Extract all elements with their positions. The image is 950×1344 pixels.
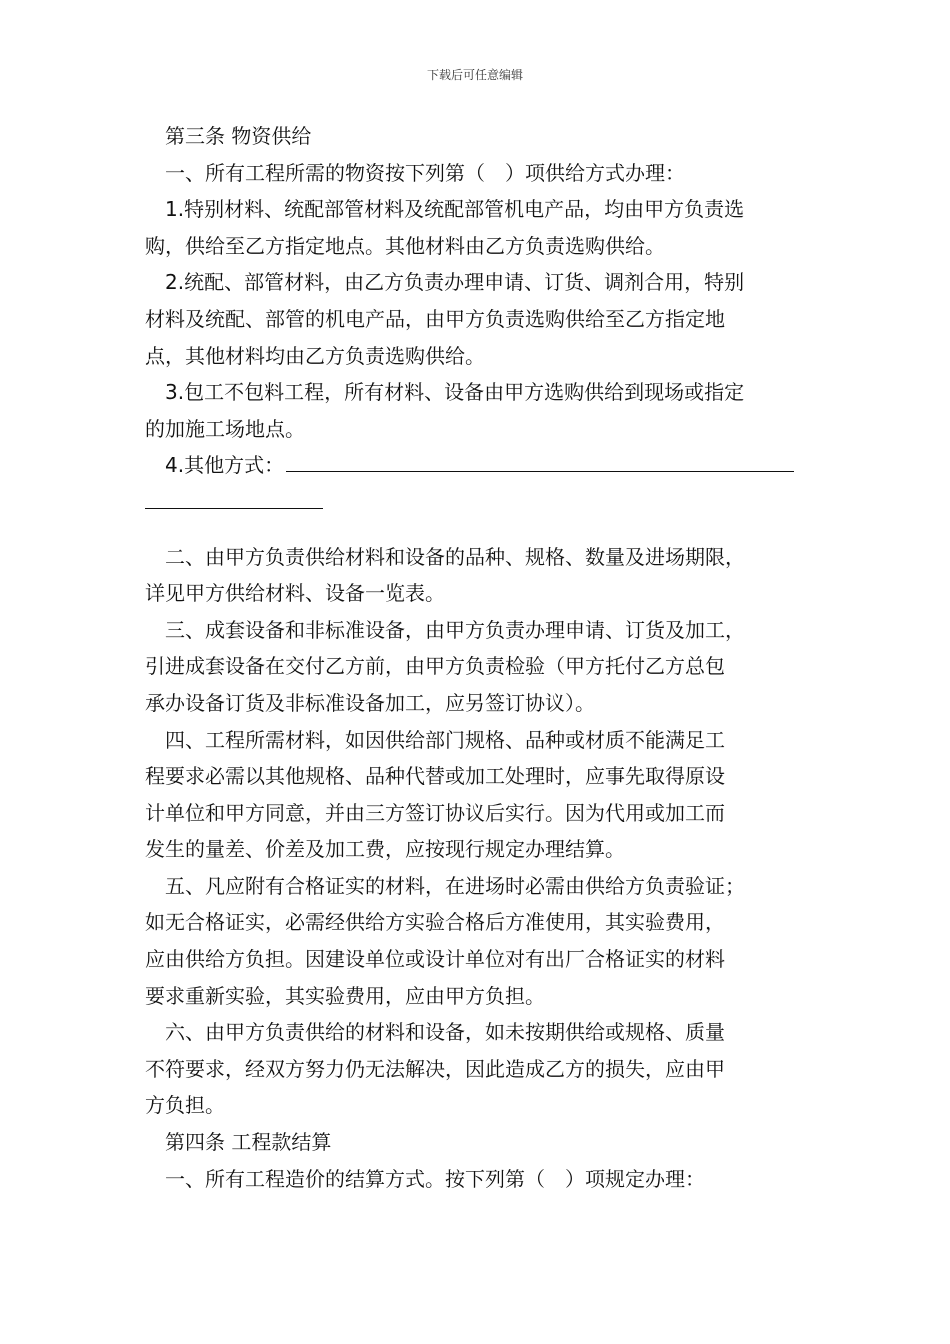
article-3-line: 点，其他材料均由乙方负责选购供给。 [145, 343, 485, 368]
article-3-line: 一、所有工程所需的物资按下列第（ ）项供给方式办理： [165, 160, 685, 185]
article-3-line: 方负担。 [145, 1093, 225, 1118]
article-3-line: 承办设备订货及非标准设备加工，应另签订协议）。 [145, 690, 595, 715]
article-3-line: 1.特别材料、统配部管材料及统配部管机电产品，均由甲方负责选 [165, 197, 745, 222]
article-3-line: 六、由甲方负责供给的材料和设备，如未按期供给或规格、质量 [165, 1020, 725, 1045]
header-note: 下载后可任意编辑 [426, 68, 523, 82]
article-3-line: 2.统配、部管材料，由乙方负责办理申请、订货、调剂合用，特别 [165, 270, 745, 295]
article-3-line: 3.包工不包料工程，所有材料、设备由甲方选购供给到现场或指定 [165, 380, 745, 405]
fill-in-blank[interactable] [286, 457, 794, 472]
article-3-line: 材料及统配、部管的机电产品，由甲方负责选购供给至乙方指定地 [145, 306, 725, 331]
other-method-line [145, 447, 810, 484]
article-3-line: 四、工程所需材料，如因供给部门规格、品种或材质不能满足工 [165, 727, 725, 752]
article-3-line: 购，供给至乙方指定地点。其他材料由乙方负责选购供给。 [145, 233, 665, 258]
article-3-line: 发生的量差、价差及加工费，应按现行规定办理结算。 [145, 837, 625, 862]
article-3-line: 的加施工场地点。 [145, 416, 305, 441]
article-3-line: 引进成套设备在交付乙方前，由甲方负责检验（甲方托付乙方总包 [145, 654, 725, 679]
article-3-line: 如无合格证实，必需经供给方实验合格后方准使用，其实验费用， [145, 910, 725, 935]
article-3-line: 程要求必需以其他规格、品种代替或加工处理时，应事先取得原设 [145, 764, 725, 789]
article-3-line: 五、凡应附有合格证实的材料，在进场时必需由供给方负责验证； [165, 873, 745, 898]
other-method-label: 4.其他方式： [165, 453, 285, 478]
article-3-line: 应由供给方负担。因建设单位或设计单位对有出厂合格证实的材料 [145, 947, 725, 972]
article-4-title: 第四条 工程款结算 [165, 1130, 332, 1155]
fill-in-blank-continued [145, 484, 810, 521]
document-body [145, 118, 810, 1197]
article-3-line: 计单位和甲方同意，并由三方签订协议后实行。因为代用或加工而 [145, 800, 725, 825]
article-3-line: 详见甲方供给材料、设备一览表。 [145, 581, 445, 606]
fill-in-blank[interactable] [145, 498, 323, 509]
article-3-line: 要求重新实验，其实验费用，应由甲方负担。 [145, 983, 545, 1008]
article-4-line: 一、所有工程造价的结算方式。按下列第（ ）项规定办理： [165, 1166, 705, 1191]
article-3-title: 第三条 物资供给 [165, 124, 312, 148]
paragraph-spacer [145, 521, 810, 539]
article-3-line: 不符要求，经双方努力仍无法解决，因此造成乙方的损失，应由甲 [145, 1056, 725, 1081]
article-3-line: 三、成套设备和非标准设备，由甲方负责办理申请、订货及加工， [165, 617, 745, 642]
article-3-line: 二、由甲方负责供给材料和设备的品种、规格、数量及进场期限， [165, 544, 745, 569]
